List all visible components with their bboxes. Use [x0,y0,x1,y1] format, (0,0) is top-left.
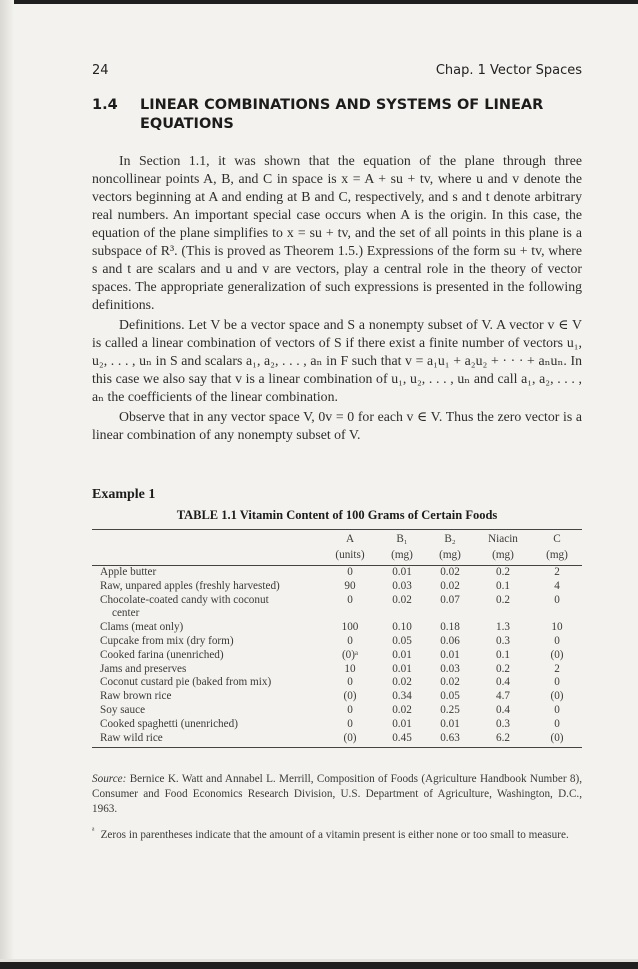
value-niacin: 6.2 [474,732,532,748]
value-b2: 0.02 [440,566,460,578]
value-b2: 0.01 [440,717,460,730]
food-name: Soy sauce [100,703,146,716]
food-name: Cooked farina (unenriched) [100,648,224,661]
value-c: 2 [554,566,560,578]
table-row [92,594,582,608]
food-name: Cupcake from mix (dry form) [100,634,234,647]
value-a: 0 [347,717,353,730]
value-niacin: 0.3 [496,634,510,647]
value-niacin: 0.4 [496,676,510,689]
paragraph-observation: Observe that in any vector space V, 0v = 0 for each v ∈ V. Thus the zero vector is a linear combination of any nonempty subset of V. [92,409,582,442]
table-row [92,676,582,690]
value-b2: 0.07 [440,593,460,606]
value-b1: 0.01 [392,662,412,675]
value-niacin: 0.4 [496,703,510,716]
value-b1: 0.02 [392,676,412,689]
value-a: (0) [322,732,378,748]
food-name-continuation: center [112,607,140,620]
value-b2: 0.63 [426,732,474,748]
header-niacin: Niacin [474,530,532,547]
bottom-edge-bar [0,962,638,969]
food-name: Chocolate-coated candy with coconut [100,593,269,606]
table-row [92,649,582,663]
units-b2: (mg) [426,546,474,566]
table-caption: TABLE 1.1 Vitamin Content of 100 Grams of Certain Foods [176,508,498,522]
value-c: 0 [554,593,560,606]
units-b1: (mg) [378,546,426,566]
value-b1: 0.01 [392,717,412,730]
units-c: (mg) [532,546,582,566]
value-niacin: 0.2 [496,566,510,578]
table-row [92,718,582,732]
value-b1: 0.01 [392,566,412,578]
value-c: (0) [532,732,582,748]
paragraph-definitions: Definitions. Let V be a vector space and S a nonempty subset of V. A vector v ∈ V is called a linear combination of vectors of S if there exist a finite number of vectors u₁, u₂, . . . , uₙ in S and scalars a₁, a₂, . . . , aₙ in F such that v = a₁u₁ + a₂u₂ + · · · + aₙuₙ. In this case we also say that v is a linear combination of u₁, u₂, . . . , uₙ and call a₁, a₂, . . . , aₙ the coefficients of the linear combination. [92,317,582,404]
value-b1: 0.01 [392,648,412,661]
table-header-row [92,530,582,547]
table-footnote [92,824,582,843]
section-number: 1.4 [92,97,118,113]
food-name: Raw brown rice [100,690,172,703]
header-food [92,530,322,547]
value-b1: 0.03 [392,579,412,592]
value-c: (0) [550,690,564,703]
food-name: Cooked spaghetti (unenriched) [100,717,238,730]
table-row [92,580,582,594]
table-row-continuation [92,607,582,621]
page-left-edge [0,0,14,969]
units-niacin: (mg) [474,546,532,566]
value-a: 10 [344,662,356,675]
value-a: 0 [347,703,353,716]
value-b1: 0.45 [378,732,426,748]
value-c: 0 [554,676,560,689]
header-c: C [532,530,582,547]
value-b1: 0.10 [392,621,412,634]
value-a: (0)ᵃ [341,648,359,661]
value-niacin: 0.3 [496,717,510,730]
table-row [92,663,582,677]
value-a: 90 [344,579,356,592]
table-row [92,566,582,580]
table-source [92,772,582,817]
table-row [92,732,582,748]
value-niacin: 1.3 [496,621,510,634]
value-b1: 0.02 [392,703,412,716]
top-edge-bar [0,0,638,4]
value-c: 0 [554,634,560,647]
value-a: 0 [347,634,353,647]
value-a: 100 [341,621,359,634]
value-niacin: 0.1 [496,579,510,592]
value-b1: 0.05 [392,634,412,647]
value-a: (0) [343,690,357,703]
value-b2: 0.18 [440,621,460,634]
paragraph-intro: In Section 1.1, it was shown that the equation of the plane through three noncollinear points A, B, and C in space is x = A + su + tv, where u and v denote the vectors beginning at A and ending at B and C, respectively, and s and t denote arbitrary real numbers. An important special case occurs when A is the origin. In this case, the equation of the plane simplifies to x = su + tv, and the set of all points in this plane is a subspace of R³. (This is proved as Theorem 1.5.) Expressions of the form su + tv, where s and t are scalars and u and v are vectors, play a central role in the theory of vector spaces. The appropriate generalization of such expressions is presented in the following definitions. [92,153,582,312]
value-a: 0 [347,676,353,689]
table-row [92,704,582,718]
vitamin-table [92,529,582,748]
value-c: 10 [551,621,563,634]
value-c: 0 [554,717,560,730]
table-row [92,690,582,704]
units-food [92,546,322,566]
table-row [92,635,582,649]
footnote-marker: ᵃ [92,826,95,836]
body-text [92,152,582,444]
value-c: 2 [554,662,560,675]
header-b1: B₁ [378,530,426,547]
food-name: Raw wild rice [92,732,322,748]
footnote-text: Zeros in parentheses indicate that the amount of a vitamin present is either none or too small to measure. [100,828,569,841]
value-b2: 0.01 [440,648,460,661]
table-units-row [92,546,582,566]
food-name: Jams and preserves [100,662,187,675]
food-name: Raw, unpared apples (freshly harvested) [100,579,280,592]
value-b1: 0.02 [392,593,412,606]
value-c: (0) [550,648,564,661]
value-c: 4 [554,579,560,592]
table-row [92,621,582,635]
value-c: 0 [554,703,560,716]
value-b1: 0.34 [392,690,412,703]
value-b2: 0.06 [440,634,460,647]
value-b2: 0.03 [440,662,460,675]
food-name: Apple butter [100,566,157,578]
chapter-title: Chap. 1 Vector Spaces [435,63,582,78]
value-niacin: 0.1 [496,648,510,661]
food-name: Clams (meat only) [100,621,184,634]
source-text: Bernice K. Watt and Annabel L. Merrill, Composition of Foods (Agriculture Handbook Number 8), Consumer and Food Economics Research Division, U.S. Department of Agriculture, Washington, D.C., 1963. [92,773,582,815]
value-a: 0 [347,593,353,606]
header-a: A [322,530,378,547]
value-b2: 0.02 [440,579,460,592]
food-name: Coconut custard pie (baked from mix) [100,676,272,689]
units-a: (units) [322,546,378,566]
value-niacin: 0.2 [496,662,510,675]
value-b2: 0.05 [440,690,460,703]
header-b2: B₂ [426,530,474,547]
value-b2: 0.02 [440,676,460,689]
value-b2: 0.25 [440,703,460,716]
value-a: 0 [347,566,353,578]
section-title: LINEAR COMBINATIONS AND SYSTEMS OF LINEAR EQUATIONS [140,97,544,132]
source-label: Source: [92,773,127,785]
value-niacin: 0.2 [496,593,510,606]
value-niacin: 4.7 [496,690,510,703]
example-heading: Example 1 [92,487,156,502]
page-number: 24 [92,63,109,78]
